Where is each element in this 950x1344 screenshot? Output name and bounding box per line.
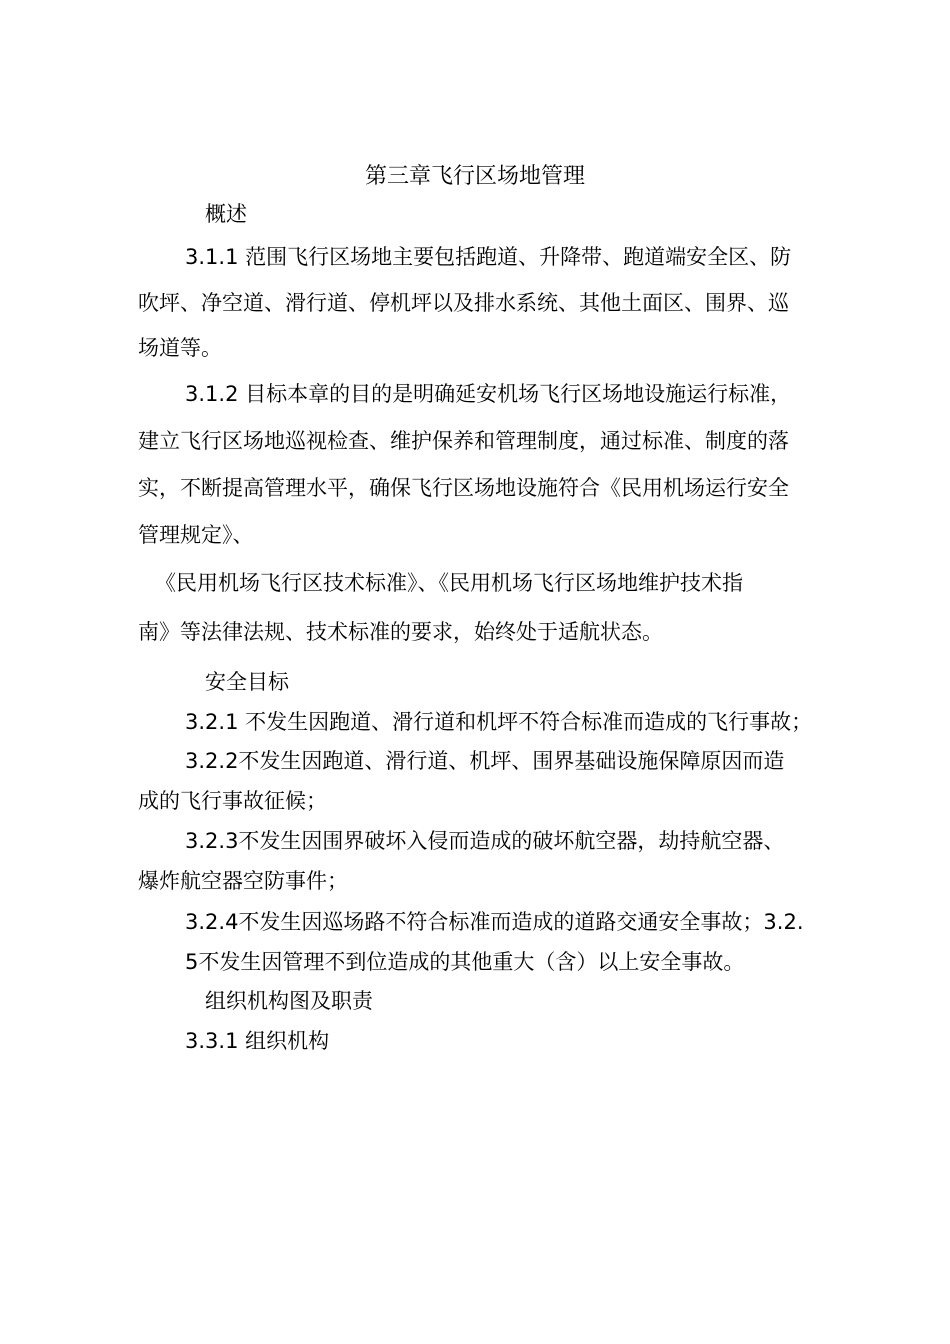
- paragraph-line: 3.1.1 范围飞行区场地主要包括跑道、升降带、跑道端安全区、防: [185, 245, 792, 269]
- paragraph-line: 3.2.1 不发生因跑道、滑行道和机坪不符合标准而造成的飞行事故；: [185, 710, 813, 734]
- paragraph-line: 《民用机场飞行区技术标准》、《民用机场飞行区场地维护技术指: [155, 571, 743, 595]
- paragraph-line: 场道等。: [138, 336, 222, 360]
- section-heading-organization: 组织机构图及职责: [205, 989, 373, 1013]
- paragraph-line: 南》等法律法规、技术标准的要求，始终处于适航状态。: [138, 620, 663, 644]
- section-heading-overview: 概述: [205, 202, 247, 226]
- section-heading-safety-goals: 安全目标: [205, 670, 289, 694]
- paragraph-line: 3.3.1 组织机构: [185, 1029, 330, 1053]
- paragraph-line: 3.2.2不发生因跑道、滑行道、机坪、围界基础设施保障原因而造: [185, 749, 785, 773]
- paragraph-line: 成的飞行事故征候；: [138, 789, 327, 813]
- paragraph-line: 3.1.2 目标本章的目的是明确延安机场飞行区场地设施运行标准，: [185, 382, 792, 406]
- paragraph-line: 5不发生因管理不到位造成的其他重大（含）以上安全事故。: [185, 950, 745, 974]
- paragraph-line: 管理规定》、: [138, 523, 254, 547]
- paragraph-line: 实，不断提高管理水平，确保飞行区场地设施符合《民用机场运行安全: [138, 476, 789, 500]
- paragraph-line: 爆炸航空器空防事件；: [138, 869, 348, 893]
- paragraph-line: 吹坪、净空道、滑行道、停机坪以及排水系统、其他土面区、围界、巡: [138, 291, 789, 315]
- paragraph-line: 3.2.3不发生因围界破坏入侵而造成的破坏航空器，劫持航空器、: [185, 829, 785, 853]
- paragraph-line: 3.2.4不发生因巡场路不符合标准而造成的道路交通安全事故；3.2.: [185, 910, 804, 934]
- page-title: 第三章飞行区场地管理: [364, 164, 585, 189]
- paragraph-line: 建立飞行区场地巡视检查、维护保养和管理制度，通过标准、制度的落: [138, 429, 789, 453]
